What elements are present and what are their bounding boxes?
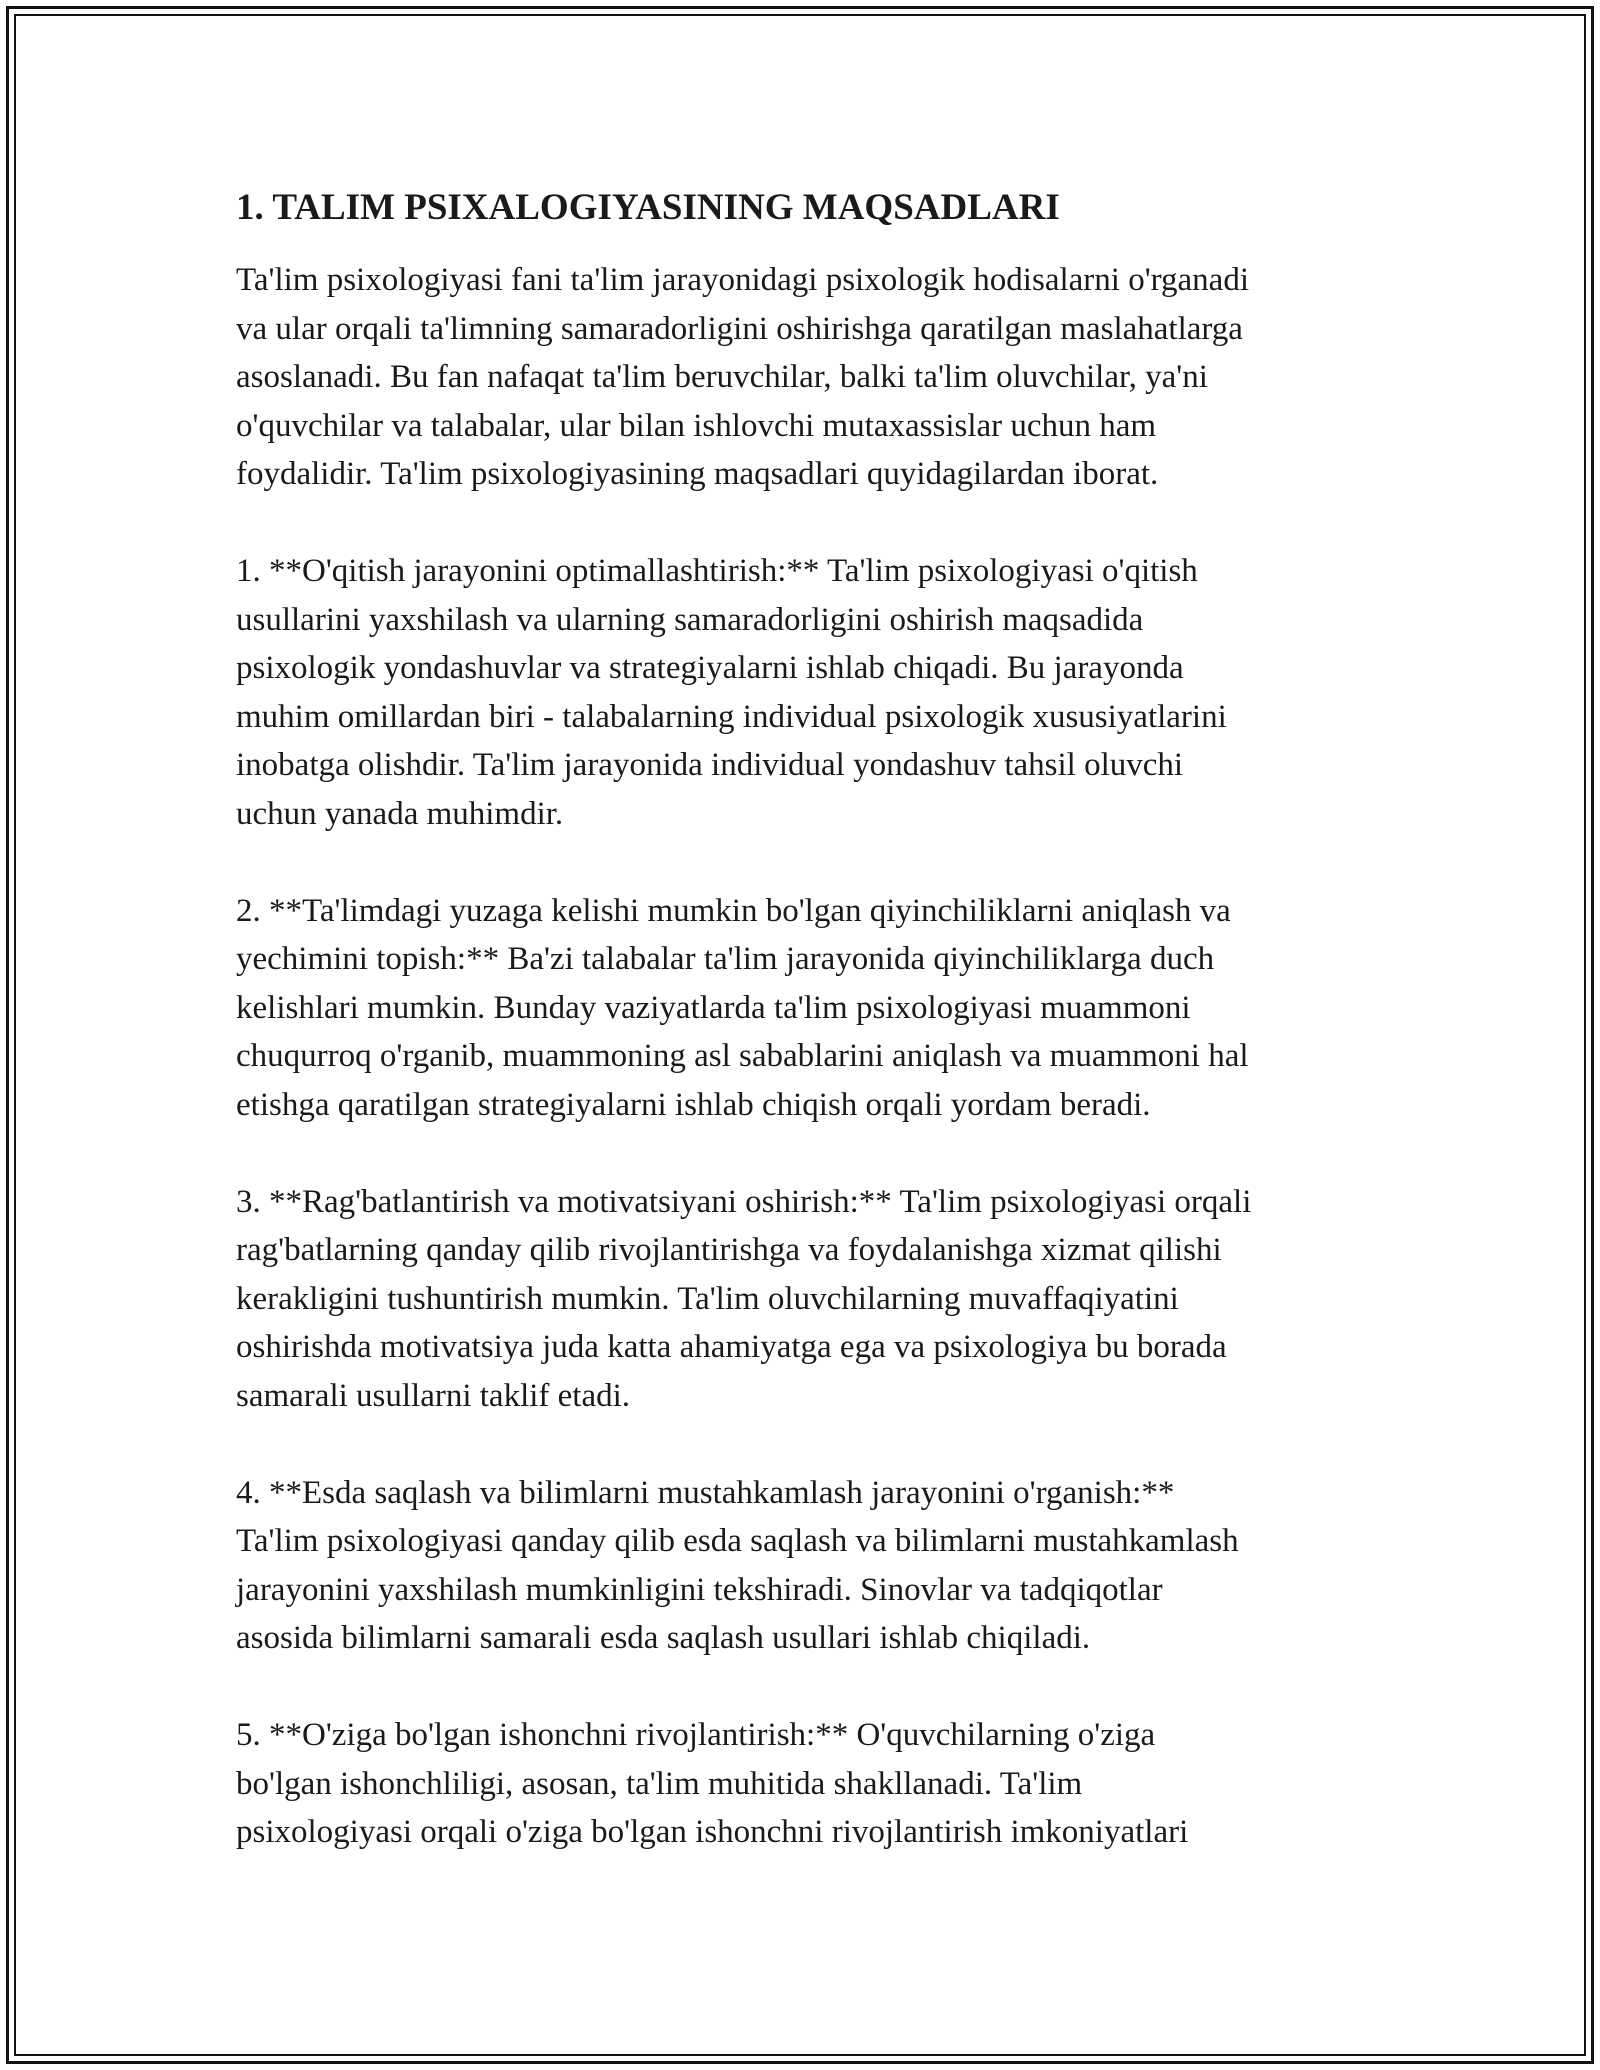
text-line: kerakligini tushuntirish mumkin. Ta'lim oluvchilarning muvaffaqiyatini: [236, 1280, 1179, 1317]
text-line: usullarini yaxshilash va ularning samaradorligini oshirish maqsadida: [236, 601, 1144, 638]
text-line: asoslanadi. Bu fan nafaqat ta'lim beruvchilar, balki ta'lim oluvchilar, ya'ni: [236, 359, 1208, 396]
text-line: jarayonini yaxshilash mumkinligini tekshiradi. Sinovlar va tadqiqotlar: [236, 1571, 1163, 1608]
text-line: Ta'lim psixologiyasi fani ta'lim jarayonidagi psixologik hodisalarni o'rganadi: [236, 262, 1249, 299]
document-body: [236, 186, 1386, 1905]
text-line: psixologiyasi orqali o'ziga bo'lgan ishonchni rivojlantirish imkoniyatlari: [236, 1814, 1189, 1851]
text-line: Ta'lim psixologiyasi qanday qilib esda saqlash va bilimlarni mustahkamlash: [236, 1523, 1239, 1560]
list-item-paragraph: [236, 887, 1386, 1130]
text-line: 4. **Esda saqlash va bilimlarni mustahkamlash jarayonini o'rganish:**: [236, 1474, 1175, 1511]
text-line: kelishlari mumkin. Bunday vaziyatlarda ta'lim psixologiyasi muammoni: [236, 989, 1191, 1026]
list-item-paragraph: [236, 1711, 1386, 1857]
text-line: o'quvchilar va talabalar, ular bilan ishlovchi mutaxassislar uchun ham: [236, 407, 1157, 444]
text-line: psixologik yondashuvlar va strategiyalarni ishlab chiqadi. Bu jarayonda: [236, 650, 1184, 687]
text-line: 5. **O'ziga bo'lgan ishonchni rivojlantirish:** O'quvchilarning o'ziga: [236, 1717, 1156, 1754]
document-title: 1. TALIM PSIXALOGIYASINING MAQSADLARI: [236, 187, 1060, 228]
text-line: va ular orqali ta'limning samaradorligini oshirishga qaratilgan maslahatlarga: [236, 310, 1243, 347]
paragraph-list: [236, 256, 1386, 1857]
text-line: yechimini topish:** Ba'zi talabalar ta'lim jarayonida qiyinchiliklarga duch: [236, 941, 1215, 978]
text-line: inobatga olishdir. Ta'lim jarayonida individual yondashuv tahsil oluvchi: [236, 747, 1184, 784]
text-line: 1. **O'qitish jarayonini optimallashtirish:** Ta'lim psixologiyasi o'qitish: [236, 553, 1198, 590]
text-line: etishga qaratilgan strategiyalarni ishlab chiqish orqali yordam beradi.: [236, 1086, 1151, 1123]
list-item-paragraph: [236, 1469, 1386, 1663]
list-item-paragraph: [236, 547, 1386, 838]
intro-paragraph: [236, 256, 1386, 499]
text-line: 3. **Rag'batlantirish va motivatsiyani oshirish:** Ta'lim psixologiyasi orqali: [236, 1183, 1252, 1220]
text-line: foydalidir. Ta'lim psixologiyasining maqsadlari quyidagilardan iborat.: [236, 456, 1159, 493]
text-line: oshirishda motivatsiya juda katta ahamiyatga ega va psixologiya bu borada: [236, 1329, 1227, 1366]
text-line: bo'lgan ishonchliligi, asosan, ta'lim muhitida shakllanadi. Ta'lim: [236, 1765, 1083, 1802]
text-line: 2. **Ta'limdagi yuzaga kelishi mumkin bo'lgan qiyinchiliklarni aniqlash va: [236, 892, 1231, 929]
text-line: asosida bilimlarni samarali esda saqlash usullari ishlab chiqiladi.: [236, 1620, 1091, 1657]
text-line: uchun yanada muhimdir.: [236, 795, 564, 832]
text-line: samarali usullarni taklif etadi.: [236, 1377, 631, 1414]
list-item-paragraph: [236, 1178, 1386, 1421]
text-line: chuqurroq o'rganib, muammoning asl sabablarini aniqlash va muammoni hal: [236, 1038, 1249, 1075]
text-line: rag'batlarning qanday qilib rivojlantirishga va foydalanishga xizmat qilishi: [236, 1232, 1222, 1269]
text-line: muhim omillardan biri - talabalarning individual psixologik xususiyatlarini: [236, 698, 1227, 735]
